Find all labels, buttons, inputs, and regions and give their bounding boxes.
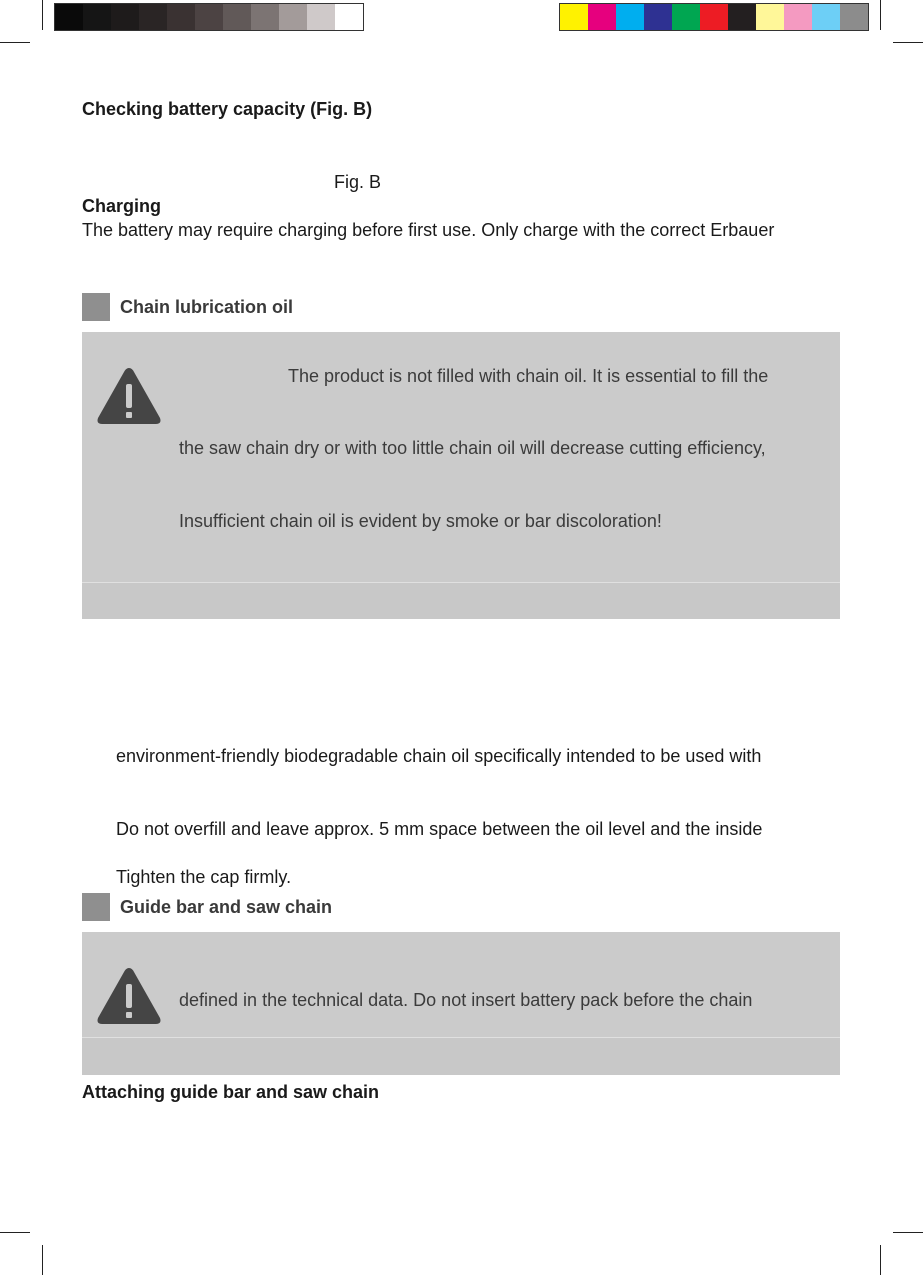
crop-mark bbox=[0, 42, 30, 43]
color-swatch bbox=[812, 4, 840, 30]
section-marker bbox=[82, 293, 110, 321]
warning-box-footer bbox=[82, 582, 840, 619]
warning-box-footer bbox=[82, 1037, 840, 1075]
charging-heading: Charging bbox=[82, 196, 161, 216]
color-swatch bbox=[307, 4, 335, 30]
color-swatch bbox=[588, 4, 616, 30]
crop-mark bbox=[880, 0, 881, 30]
crop-mark bbox=[0, 1232, 30, 1233]
color-swatch bbox=[756, 4, 784, 30]
guide-bar-section-title: Guide bar and saw chain bbox=[120, 897, 333, 917]
crop-mark bbox=[893, 42, 923, 43]
crop-mark bbox=[880, 1245, 881, 1275]
color-swatch bbox=[139, 4, 167, 30]
warning-triangle-icon bbox=[96, 366, 162, 426]
battery-capacity-heading: Checking battery capacity (Fig. B) bbox=[82, 99, 373, 119]
grayscale-color-bar bbox=[54, 3, 364, 31]
warning-line: defined in the technical data. Do not insert battery pack before the chain bbox=[179, 990, 753, 1010]
chain-oil-warning-box bbox=[82, 332, 840, 618]
guide-bar-warning-box bbox=[82, 932, 840, 1074]
color-swatch bbox=[167, 4, 195, 30]
crop-mark bbox=[42, 1245, 43, 1275]
color-swatch bbox=[279, 4, 307, 30]
color-swatch bbox=[644, 4, 672, 30]
color-swatch bbox=[111, 4, 139, 30]
color-swatch bbox=[672, 4, 700, 30]
color-swatch bbox=[83, 4, 111, 30]
color-swatch bbox=[251, 4, 279, 30]
color-swatch bbox=[784, 4, 812, 30]
oil-instruction-line: Tighten the cap firmly. bbox=[116, 867, 292, 887]
oil-instruction-line: Do not overfill and leave approx. 5 mm space between the oil level and the inside bbox=[116, 819, 763, 839]
oil-instruction-line: environment-friendly biodegradable chain oil specifically intended to be used with bbox=[116, 746, 762, 766]
crop-mark bbox=[893, 1232, 923, 1233]
chain-oil-section-title: Chain lubrication oil bbox=[120, 297, 294, 317]
process-color-bar bbox=[559, 3, 869, 31]
color-swatch bbox=[700, 4, 728, 30]
color-swatch bbox=[560, 4, 588, 30]
color-swatch bbox=[840, 4, 868, 30]
charging-text: The battery may require charging before first use. Only charge with the correct Erbauer bbox=[82, 220, 775, 240]
attaching-guide-bar-heading: Attaching guide bar and saw chain bbox=[82, 1082, 380, 1102]
color-swatch bbox=[616, 4, 644, 30]
color-swatch bbox=[728, 4, 756, 30]
color-swatch bbox=[335, 4, 363, 30]
section-marker bbox=[82, 893, 110, 921]
figure-label: Fig. B bbox=[334, 172, 382, 192]
color-swatch bbox=[55, 4, 83, 30]
color-swatch bbox=[223, 4, 251, 30]
warning-line: the saw chain dry or with too little chain oil will decrease cutting efficiency, bbox=[179, 438, 766, 458]
warning-triangle-icon bbox=[96, 966, 162, 1026]
warning-line: The product is not filled with chain oil. It is essential to fill the bbox=[288, 366, 769, 386]
color-swatch bbox=[195, 4, 223, 30]
warning-line: Insufficient chain oil is evident by smoke or bar discoloration! bbox=[179, 511, 662, 531]
crop-mark bbox=[42, 0, 43, 30]
